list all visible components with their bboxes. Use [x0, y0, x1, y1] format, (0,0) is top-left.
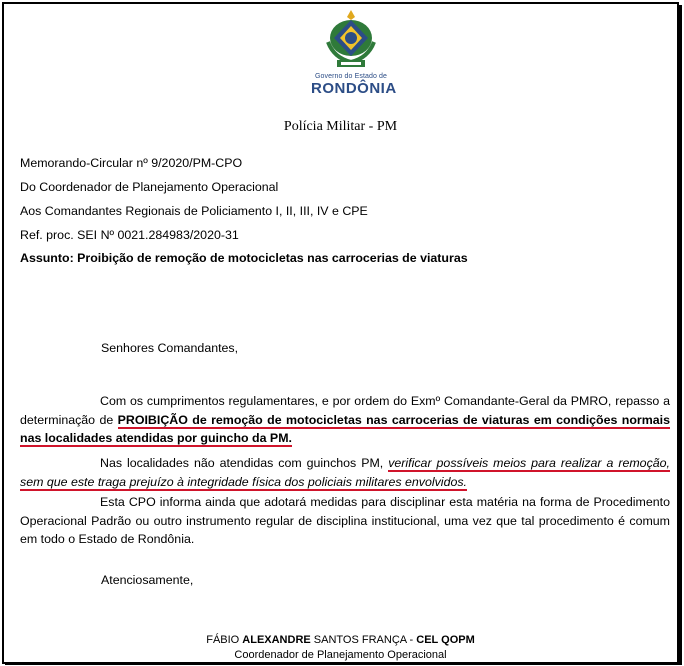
- signature-name: [4, 634, 677, 646]
- signature-last-name: SANTOS FRANÇA -: [310, 634, 417, 646]
- signature-title: Coordenador de Planejamento Operacional: [234, 649, 447, 661]
- memo-number: Memorando-Circular nº 9/2020/PM-CPO: [20, 156, 243, 170]
- paragraph-2-start: Nas localidades não atendidas com guinchos PM,: [100, 456, 384, 470]
- memo-reference: Ref. proc. SEI Nº 0021.284983/2020-31: [20, 228, 239, 242]
- signature-first-name: FÁBIO: [206, 634, 243, 646]
- salutation: Senhores Comandantes,: [101, 341, 239, 355]
- logo-subtitle: Governo do Estado de: [314, 73, 388, 80]
- paragraph-1-intro: Com os cumprimentos regulamentares, e por ordem do Exmº Comandante-Geral da PMRO, repasso a determinação de: [20, 394, 670, 427]
- paragraph-2-instruction: verificar possíveis meios para realizar a remoção, sem que este traga prejuízo à integridade física dos policiais militares envolvidos.: [20, 456, 670, 489]
- agency-name: Polícia Militar - PM: [283, 119, 398, 134]
- memo-subject: Assunto: Proibição de remoção de motocicletas nas carrocerias de viaturas: [20, 251, 468, 265]
- coat-of-arms-icon: [324, 8, 378, 72]
- signature-middle-name: ALEXANDRE: [242, 634, 311, 646]
- memo-from: Do Coordenador de Planejamento Operacional: [20, 180, 279, 194]
- paragraph-3: [20, 493, 670, 549]
- paragraph-2: [20, 454, 670, 491]
- logo-title: RONDÔNIA: [311, 80, 397, 97]
- state-logo: [311, 8, 397, 108]
- document-page: [2, 2, 679, 664]
- paragraph-3-text: Esta CPO informa ainda que adotará medidas para disciplinar esta matéria na forma de Procedimento Operacional Padrão ou outro instrumento regular de disciplina institucional, uma vez que tal procedimento é comum em todo o Estado de Rondônia.: [20, 495, 670, 546]
- closing: Atenciosamente,: [101, 573, 194, 587]
- signature-rank: CEL QOPM: [416, 634, 475, 646]
- paragraph-1-prohibition: PROIBIÇÃO de remoção de motocicletas nas carrocerias de viaturas em condições normais nas localidades atendidas por guincho da PM.: [20, 412, 670, 445]
- paragraph-1: [20, 392, 670, 448]
- memo-to: Aos Comandantes Regionais de Policiamento I, II, III, IV e CPE: [20, 204, 368, 218]
